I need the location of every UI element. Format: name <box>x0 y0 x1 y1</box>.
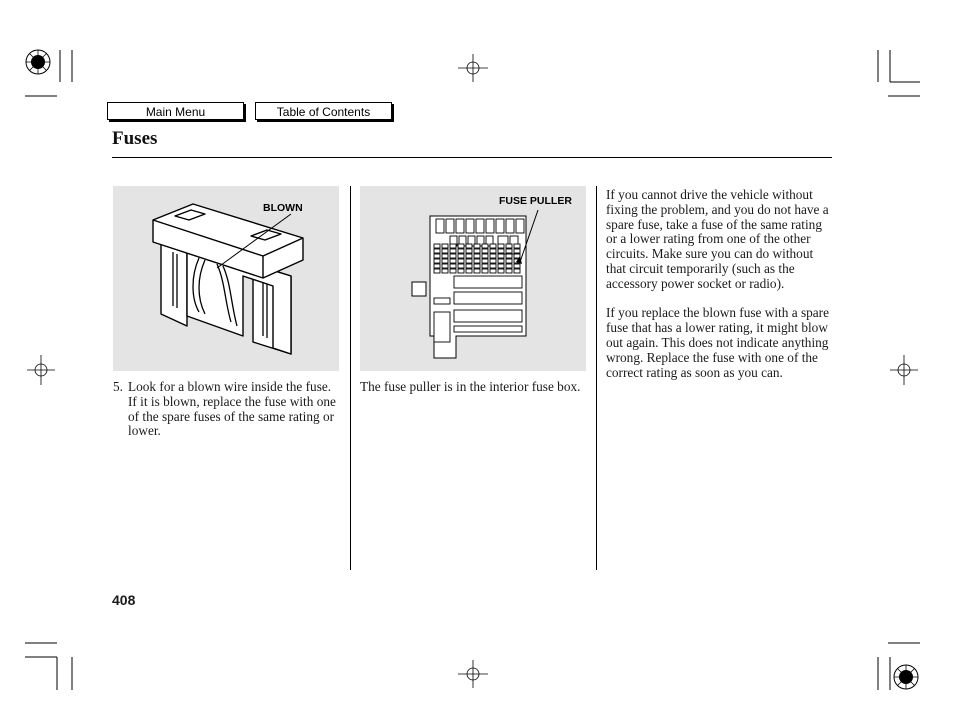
blown-label: BLOWN <box>263 202 303 214</box>
column-divider <box>596 186 597 570</box>
paragraph: If you cannot drive the vehicle without fixing the problem, and you do not have a spare fuse, take a fuse of the same rating or a lower rating from one of the other circuits. Make sure you can do without that circuit temporarily (such as the accessory power socket or radio). <box>606 187 829 291</box>
main-menu-button[interactable]: Main Menu <box>107 102 244 120</box>
page-number: 408 <box>112 592 136 608</box>
step-text: Look for a blown wire inside the fuse. If it is blown, replace the fuse with one of the spare fuses of the same rating or lower. <box>128 379 336 439</box>
column3-text <box>606 188 834 395</box>
fuse-box-illustration <box>360 186 586 371</box>
registration-mark-icon <box>894 665 918 689</box>
step-5 <box>113 380 341 439</box>
column-divider <box>350 186 351 570</box>
registration-mark-icon <box>26 50 50 74</box>
fuse-box-figure <box>360 186 586 371</box>
fuse-puller-note: The fuse puller is in the interior fuse box. <box>360 379 581 394</box>
title-rule <box>112 157 832 158</box>
blown-fuse-figure <box>113 186 339 371</box>
paragraph: If you replace the blown fuse with a spare fuse that has a lower rating, it might blow out again. This does not indicate anything wrong. Replace the fuse with one of the correct rating as soon as you can. <box>606 305 830 380</box>
step-number: 5. <box>113 379 123 394</box>
table-of-contents-button[interactable]: Table of Contents <box>255 102 392 120</box>
page-title: Fuses <box>112 128 158 149</box>
fuse-puller-label: FUSE PULLER <box>499 195 572 207</box>
blown-fuse-illustration <box>113 186 339 371</box>
